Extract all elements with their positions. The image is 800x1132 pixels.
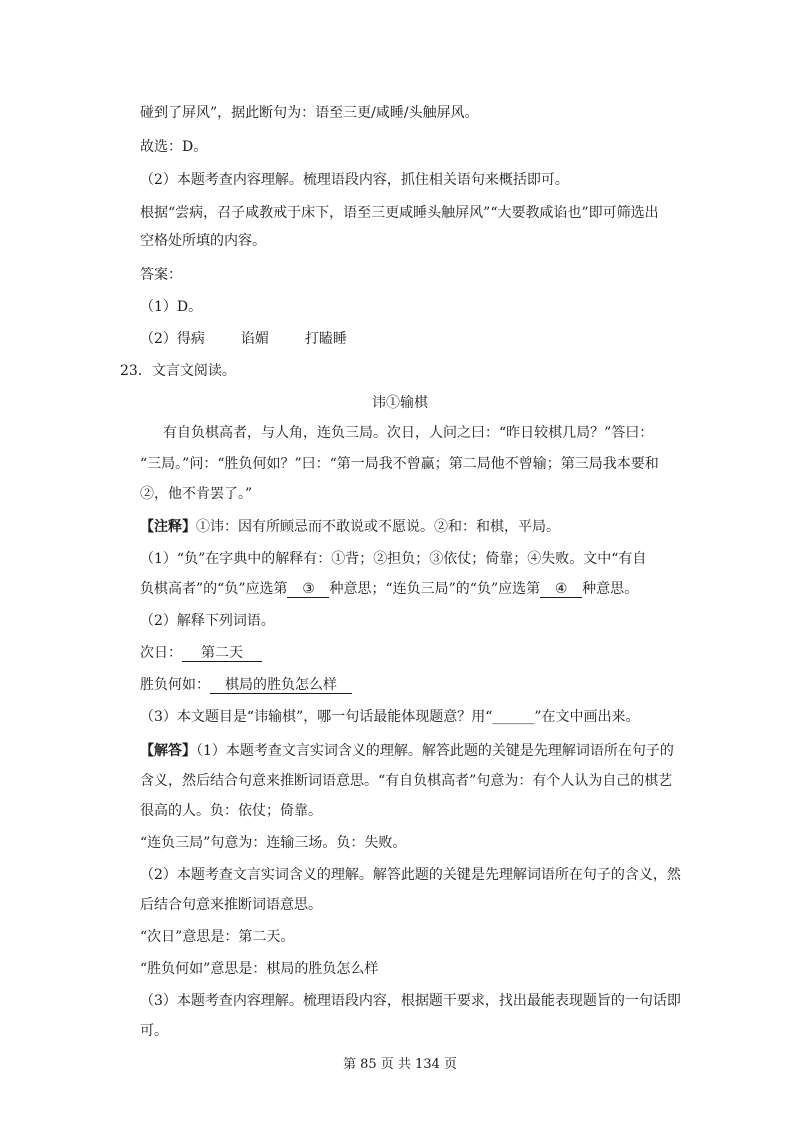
fill-line — [140, 644, 262, 662]
passage-line: ②，他不肯罢了。” — [140, 486, 253, 502]
text-line: （2）解释下列词语。 — [140, 613, 275, 629]
note-text: ①讳：因有所顾忌而不敢说或不愿说。②和：和棋，平局。 — [196, 519, 560, 535]
note-line — [140, 518, 560, 536]
answer-text: （1）本题考查文言实词含义的理解。解答此题的关键是先理解词语所在句子的 — [196, 743, 674, 759]
passage-line: “三局。”问：“胜负何如？”曰：“第一局我不曾赢；第二局他不曾输；第三局我本要和 — [140, 456, 659, 472]
answer-part: （2）得病 — [140, 331, 205, 347]
text-line: 空格处所填的内容。 — [140, 233, 266, 249]
text-line: （1）D。 — [140, 299, 203, 315]
passage-title: 讳①输棋 — [372, 395, 428, 411]
text-line: 根据“尝病，召子咸教戒于床下，语至三更咸睡头触屏风”“大要教咸谄也”即可筛选出 — [140, 205, 659, 221]
text-line: 后结合句意来推断词语意思。 — [140, 897, 322, 913]
text-line: （1）“负”在字典中的解释有：①背；②担负；③依仗；倚靠；④失败。文中“有自 — [140, 551, 647, 567]
blank-answer: ④ — [540, 581, 582, 598]
fill-line — [140, 580, 638, 598]
page-number-footer: 第 85 页 共 134 页 — [342, 1057, 458, 1072]
text-line: （3）本题考查内容理解。梳理语段内容，根据题干要求，找出最能表现题旨的一句话即 — [140, 993, 681, 1009]
text-part: 种意思；“连负三局”的“负”应选第 — [329, 581, 541, 597]
answer-part: 谄媚 — [240, 331, 269, 347]
blank-answer: 棋局的胜负怎么样 — [210, 677, 352, 694]
term-label: 胜负何如： — [140, 677, 210, 693]
text-line: 答案： — [140, 267, 182, 283]
answer-part: 打瞌睡 — [304, 331, 347, 347]
text-line: 很高的人。负：依仗；倚靠。 — [140, 803, 322, 819]
fill-line — [140, 676, 352, 694]
answer-label: 【解答】 — [140, 743, 196, 759]
term-label: 次日： — [140, 645, 182, 661]
blank-answer: ③ — [287, 581, 329, 598]
text-part: 负棋高者”的“负”应选第 — [140, 581, 288, 597]
text-line: （3）本文题目是“讳输棋”，哪一句话最能体现题意？用“______”在文中画出来。 — [140, 709, 640, 725]
text-line: （2）本题考查内容理解。梳理语段内容，抓住相关语句来概括即可。 — [140, 172, 569, 188]
text-line: 故选：D。 — [140, 139, 208, 155]
answer-line — [140, 742, 674, 760]
text-line: 碰到了屏风”，据此断句为：语至三更/咸睡/头触屏风。 — [140, 105, 479, 121]
question-number: 23．文言文阅读。 — [120, 363, 236, 379]
text-line: 含义，然后结合句意来推断词语意思。“有自负棋高者”句意为：有个人认为自己的棋艺 — [140, 773, 673, 789]
text-line: （2）本题考查文言实词含义的理解。解答此题的关键是先理解词语所在句子的含义，然 — [140, 867, 681, 883]
blank-answer: 第二天 — [182, 645, 262, 662]
text-line: “胜负何如”意思是：棋局的胜负怎么样 — [140, 961, 379, 977]
passage-line: 有自负棋高者，与人角，连负三局。次日，人问之曰：“昨日较棋几局？”答曰： — [163, 425, 654, 441]
text-line: 可。 — [140, 1023, 168, 1039]
note-label: 【注释】 — [140, 519, 196, 535]
text-line: “连负三局”句意为：连输三场。负：失败。 — [140, 835, 407, 851]
text-line: “次日”意思是：第二天。 — [140, 929, 295, 945]
answer-line — [140, 330, 347, 348]
text-part: 种意思。 — [582, 581, 639, 597]
